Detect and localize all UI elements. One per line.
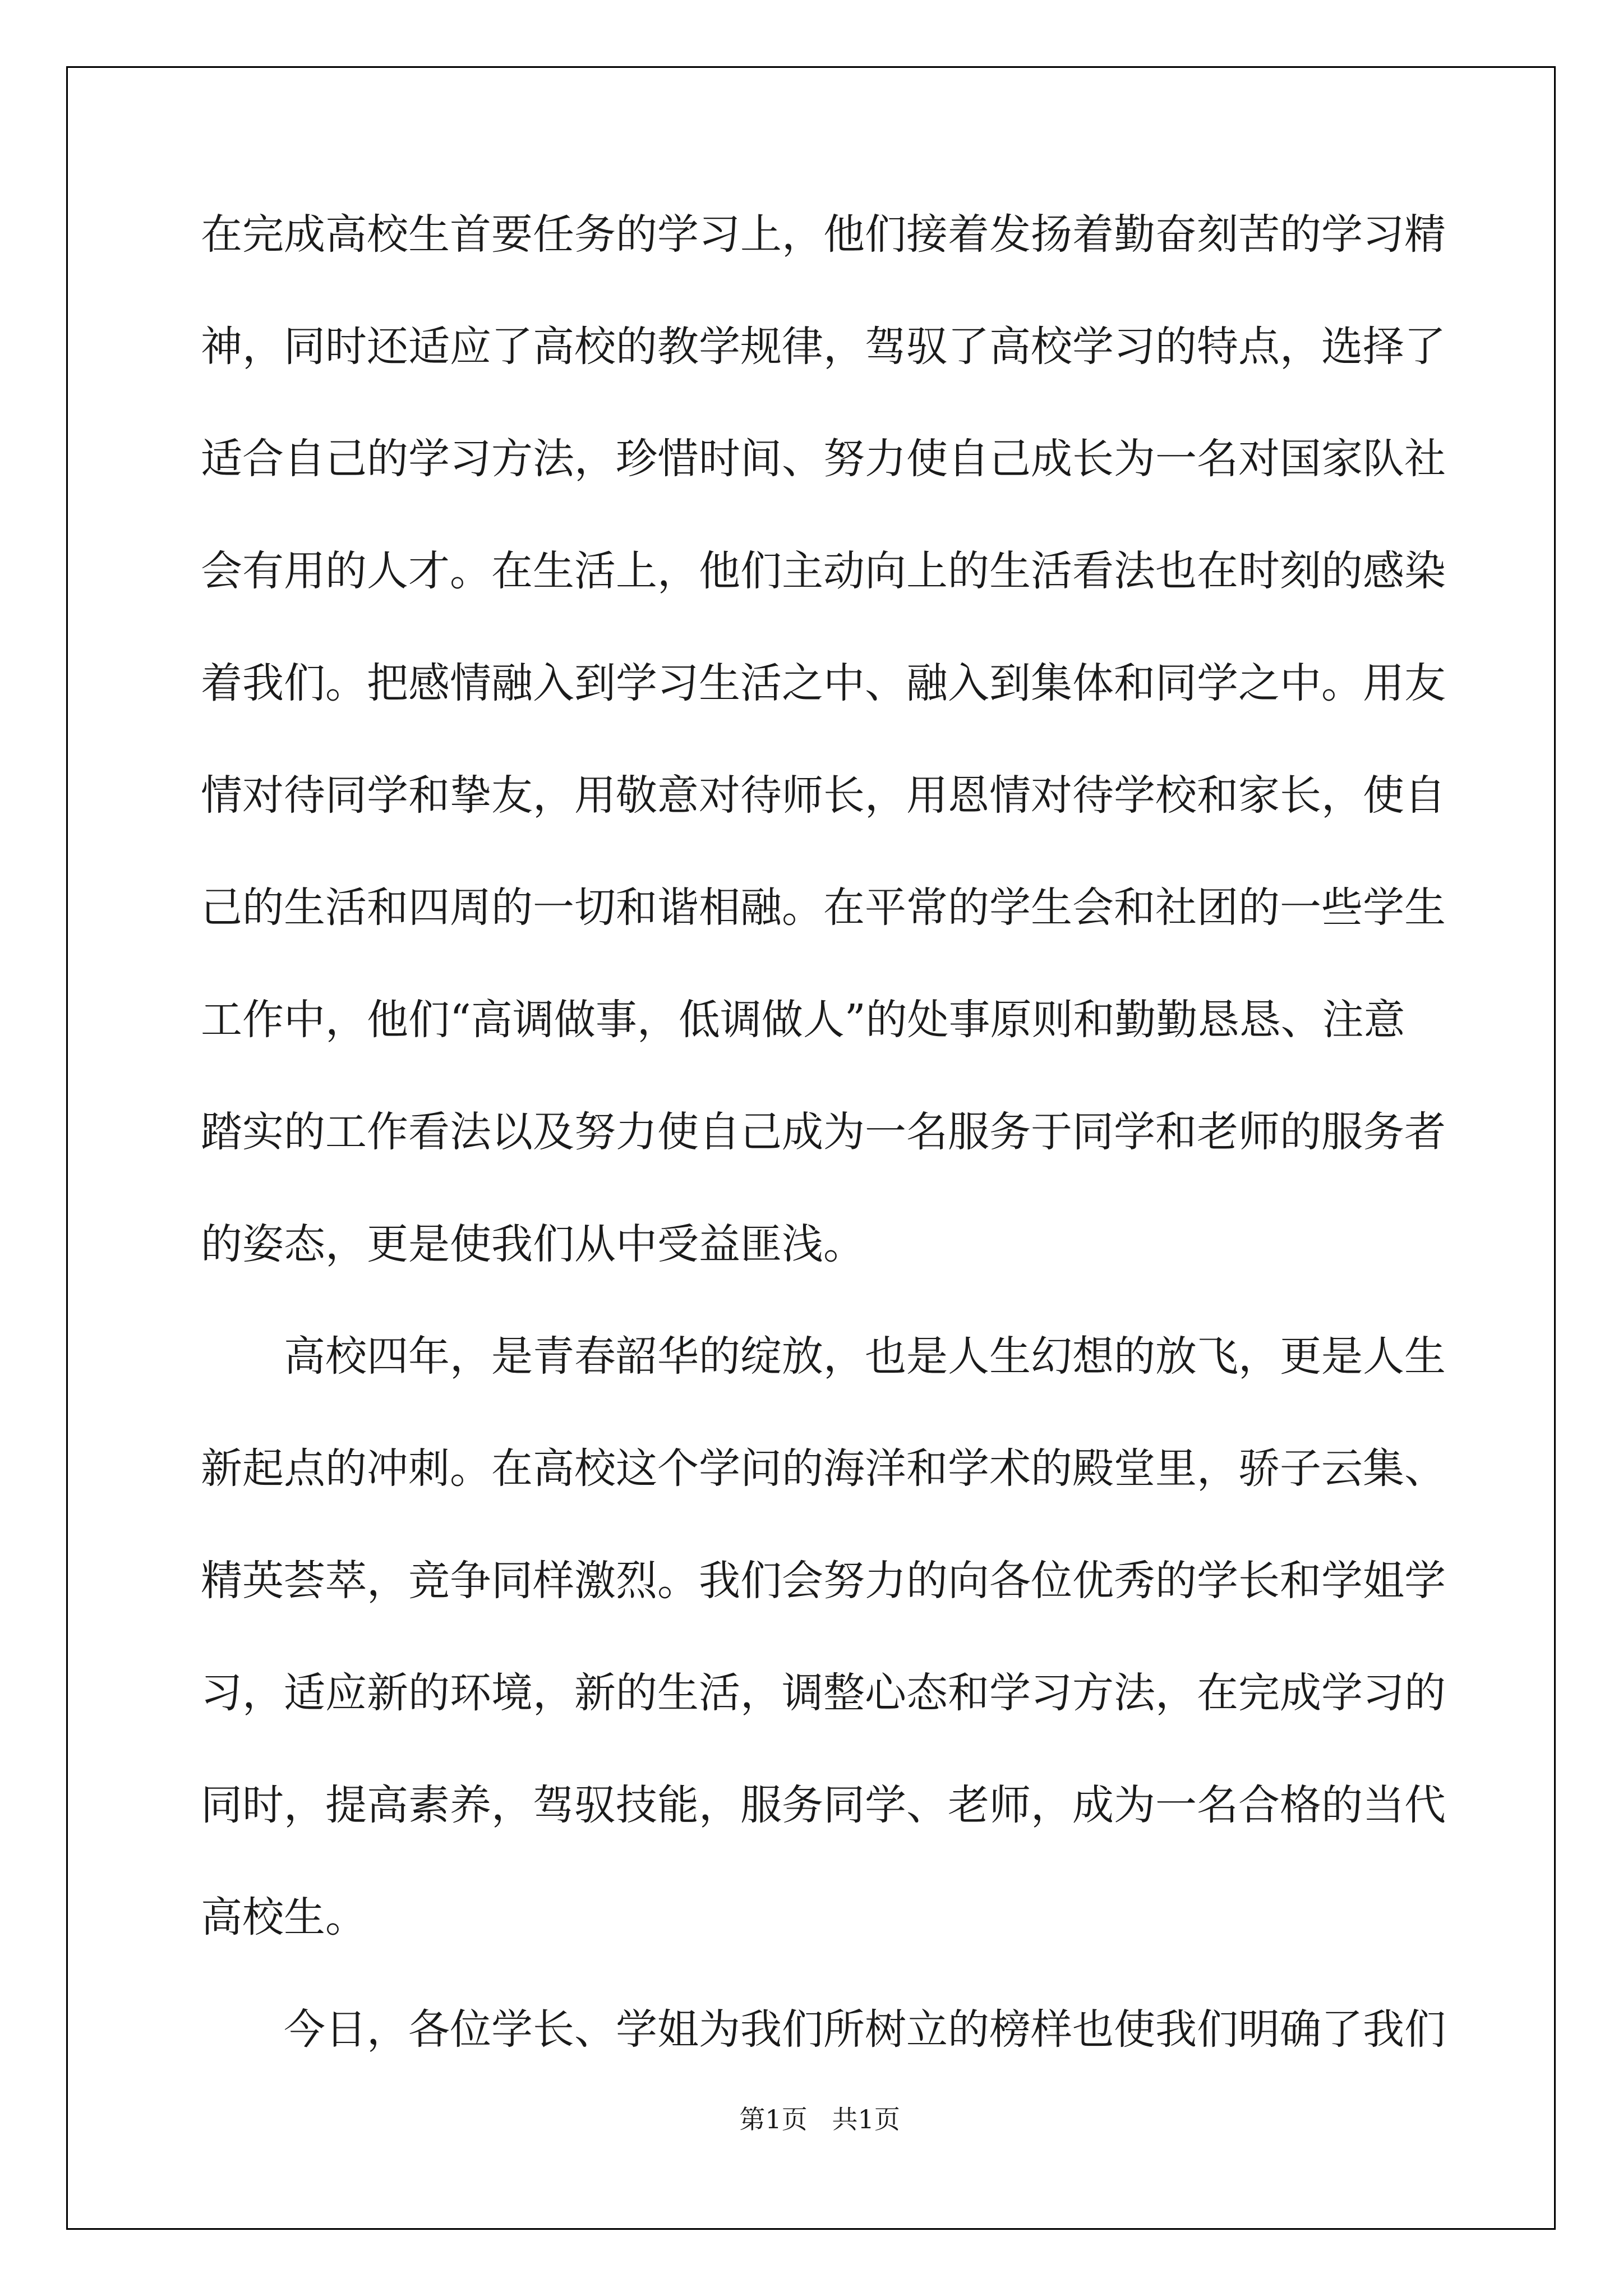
page-footer — [0, 2069, 1623, 2136]
page-number-label: 第1页 共1页 — [739, 2104, 900, 2134]
text-line: 新起点的冲刺。在高校这个学问的海洋和学术的殿堂里，骄子云集、 — [201, 1444, 1446, 1493]
text-line: 今日，各位学长、学姐为我们所树立的榜样也使我们明确了我们 — [284, 2005, 1446, 2054]
text-line: 适合自己的学习方法，珍惜时间、努力使自己成长为一名对国家队社 — [201, 435, 1446, 483]
text-line: 神，同时还适应了高校的教学规律，驾驭了高校学习的特点，选择了 — [201, 323, 1446, 371]
text-line: 着我们。把感情融入到学习生活之中、融入到集体和同学之中。用友 — [201, 659, 1446, 707]
text-line: 习，适应新的环境，新的生活，调整心态和学习方法，在完成学习的 — [201, 1669, 1446, 1717]
text-line: 的姿态，更是使我们从中受益匪浅。 — [201, 1220, 865, 1268]
text-line: 会有用的人才。在生活上，他们主动向上的生活看法也在时刻的感染 — [201, 547, 1446, 595]
text-line: 工作中，他们“高调做事，低调做人”的处事原则和勤勤恳恳、注意 — [201, 996, 1405, 1044]
text-line: 高校生。 — [201, 1893, 367, 1941]
text-line: 情对待同学和挚友，用敬意对待师长，用恩情对待学校和家长，使自 — [201, 771, 1446, 820]
text-line: 踏实的工作看法以及努力使自己成为一名服务于同学和老师的服务者 — [201, 1108, 1446, 1156]
text-line: 己的生活和四周的一切和谐相融。在平常的学生会和社团的一些学生 — [201, 884, 1446, 932]
text-line: 同时，提高素养，驾驭技能，服务同学、老师，成为一名合格的当代 — [201, 1781, 1446, 1829]
text-line: 高校四年，是青春韶华的绽放，也是人生幻想的放飞，更是人生 — [284, 1332, 1446, 1381]
document-body — [201, 178, 1446, 2086]
text-line: 精英荟萃，竞争同样激烈。我们会努力的向各位优秀的学长和学姐学 — [201, 1557, 1446, 1605]
text-line: 在完成高校生首要任务的学习上，他们接着发扬着勤奋刻苦的学习精 — [201, 210, 1446, 259]
